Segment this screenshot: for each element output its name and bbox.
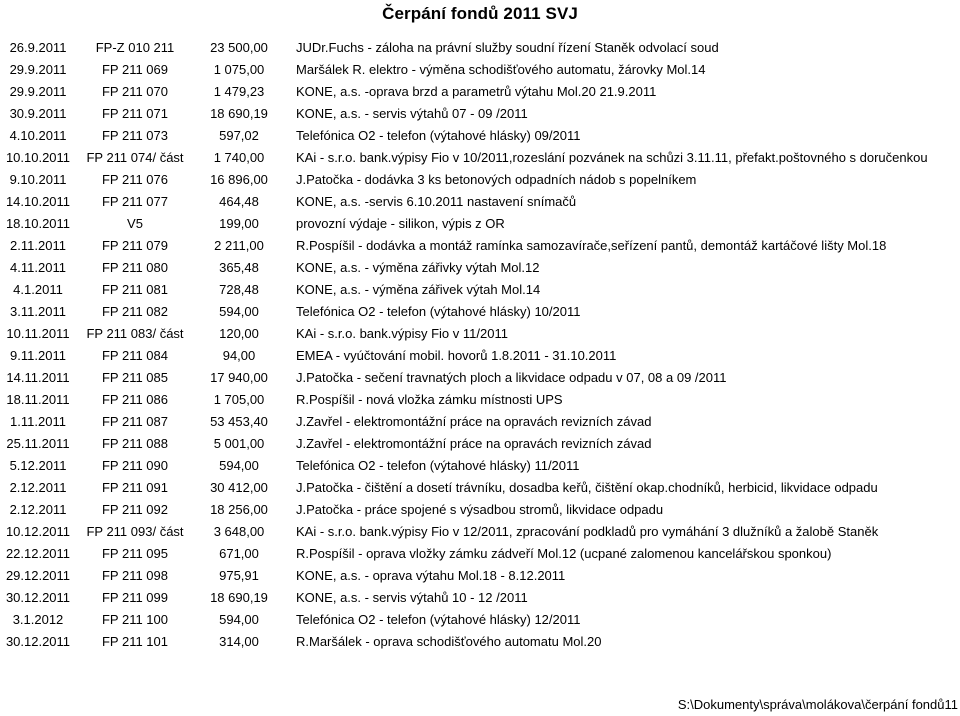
invoice-cell: FP 211 084 — [101, 348, 168, 363]
date-cell: 18.11.2011 — [6, 392, 70, 407]
invoice-cell: FP 211 073 — [101, 128, 168, 143]
expense-list — [0, 37, 960, 653]
description-cell: KAi - s.r.o. bank.výpisy Fio v 10/2011,rozeslání pozvánek na schůzi 3.11.11, přefakt.poštovného s doručenkou — [296, 150, 928, 165]
invoice-cell: FP 211 071 — [101, 106, 168, 121]
expense-row — [0, 125, 960, 147]
description-cell: KONE, a.s. - výměna zářivky výtah Mol.12 — [296, 260, 540, 275]
expense-row — [0, 147, 960, 169]
date-cell: 10.10.2011 — [5, 150, 71, 165]
expense-row — [0, 59, 960, 81]
amount-cell: 5 001,00 — [213, 436, 265, 451]
invoice-cell: FP 211 100 — [101, 612, 168, 627]
amount-cell: 17 940,00 — [210, 370, 268, 385]
invoice-cell: FP 211 076 — [101, 172, 168, 187]
date-cell: 9.11.2011 — [10, 348, 66, 363]
expense-row — [0, 389, 960, 411]
description-cell: J.Zavřel - elektromontážní práce na opravách revizních závad — [296, 436, 652, 451]
date-cell: 4.10.2011 — [9, 128, 67, 143]
invoice-cell: FP 211 098 — [101, 568, 168, 583]
expense-row — [0, 455, 960, 477]
expense-row — [0, 81, 960, 103]
date-cell: 30.12.2011 — [5, 590, 71, 605]
invoice-cell: FP 211 079 — [101, 238, 168, 253]
invoice-cell: FP 211 090 — [101, 458, 168, 473]
amount-cell: 1 740,00 — [213, 150, 265, 165]
description-cell: KONE, a.s. -oprava brzd a parametrů výtahu Mol.20 21.9.2011 — [296, 84, 657, 99]
amount-cell: 2 211,00 — [214, 238, 264, 253]
amount-cell: 18 690,19 — [210, 106, 268, 121]
invoice-cell: FP 211 092 — [101, 502, 168, 517]
description-cell: provozní výdaje - silikon, výpis z OR — [296, 216, 505, 231]
invoice-cell: FP 211 093/ část — [86, 524, 184, 539]
description-cell: J.Patočka - dodávka 3 ks betonových odpadních nádob s popelníkem — [296, 172, 697, 187]
invoice-cell: FP 211 091 — [101, 480, 168, 495]
description-cell: KONE, a.s. - servis výtahů 07 - 09 /2011 — [296, 106, 528, 121]
expense-row — [0, 301, 960, 323]
expense-row — [0, 367, 960, 389]
expense-row — [0, 103, 960, 125]
expense-row — [0, 631, 960, 653]
description-cell: J.Patočka - sečení travnatých ploch a likvidace odpadu v 07, 08 a 09 /2011 — [296, 370, 727, 385]
date-cell: 14.11.2011 — [6, 370, 70, 385]
description-cell: Maršálek R. elektro - výměna schodišťového automatu, žárovky Mol.14 — [296, 62, 706, 77]
description-cell: R.Pospíšil - dodávka a montáž ramínka samozavírače,seřízení pantů, demontáž kartáčové lišty Mol.18 — [296, 238, 887, 253]
amount-cell: 16 896,00 — [210, 172, 268, 187]
page-title: Čerpání fondů 2011 SVJ — [382, 4, 578, 23]
date-cell: 1.11.2011 — [10, 414, 66, 429]
invoice-cell: FP 211 074/ část — [86, 150, 184, 165]
amount-cell: 594,00 — [219, 304, 259, 319]
file-path-footer: S:\Dokumenty\správa\molákova\čerpání fondů11 — [677, 697, 958, 712]
description-cell: J.Patočka - práce spojené s výsadbou stromů, likvidace odpadu — [296, 502, 664, 517]
expense-row — [0, 213, 960, 235]
invoice-cell: FP 211 077 — [101, 194, 168, 209]
expense-row — [0, 521, 960, 543]
expense-row — [0, 279, 960, 301]
invoice-cell: FP 211 086 — [101, 392, 168, 407]
invoice-cell: FP 211 070 — [101, 84, 168, 99]
date-cell: 10.12.2011 — [5, 524, 71, 539]
invoice-cell: FP 211 099 — [101, 590, 168, 605]
amount-cell: 314,00 — [219, 634, 259, 649]
description-cell: KONE, a.s. - servis výtahů 10 - 12 /2011 — [296, 590, 528, 605]
expense-row — [0, 543, 960, 565]
description-cell: R.Pospíšil - oprava vložky zámku zádveří Mol.12 (ucpané zalomenou kancelářskou sponkou) — [296, 546, 832, 561]
date-cell: 2.11.2011 — [10, 238, 66, 253]
description-cell: Telefónica O2 - telefon (výtahové hlásky) 09/2011 — [296, 128, 581, 143]
date-cell: 25.11.2011 — [6, 436, 70, 451]
amount-cell: 594,00 — [219, 458, 259, 473]
expense-row — [0, 587, 960, 609]
amount-cell: 597,02 — [219, 128, 259, 143]
description-cell: J.Patočka - čištění a dosetí trávníku, dosadba keřů, čištění okap.chodníků, herbicid, likvidace odpadu — [296, 480, 878, 495]
expense-row — [0, 411, 960, 433]
expense-row — [0, 257, 960, 279]
invoice-cell: FP 211 069 — [101, 62, 168, 77]
invoice-cell: FP 211 095 — [101, 546, 168, 561]
date-cell: 3.11.2011 — [10, 304, 66, 319]
amount-cell: 464,48 — [219, 194, 259, 209]
date-cell: 2.12.2011 — [9, 502, 67, 517]
date-cell: 3.1.2012 — [12, 612, 64, 627]
description-cell: KONE, a.s. - výměna zářivek výtah Mol.14 — [296, 282, 541, 297]
amount-cell: 120,00 — [219, 326, 259, 341]
description-cell: R.Maršálek - oprava schodišťového automatu Mol.20 — [296, 634, 602, 649]
date-cell: 29.9.2011 — [9, 84, 67, 99]
invoice-cell: V5 — [127, 216, 143, 231]
description-cell: Telefónica O2 - telefon (výtahové hlásky) 11/2011 — [296, 458, 580, 473]
amount-cell: 728,48 — [219, 282, 259, 297]
description-cell: KONE, a.s. - oprava výtahu Mol.18 - 8.12.2011 — [296, 568, 566, 583]
amount-cell: 594,00 — [219, 612, 259, 627]
date-cell: 4.1.2011 — [13, 282, 63, 297]
amount-cell: 1 479,23 — [213, 84, 265, 99]
date-cell: 26.9.2011 — [9, 40, 67, 55]
invoice-cell: FP 211 085 — [101, 370, 168, 385]
expense-row — [0, 345, 960, 367]
expense-row — [0, 477, 960, 499]
description-cell: JUDr.Fuchs - záloha na právní služby soudní řízení Staněk odvolací soud — [296, 40, 719, 55]
date-cell: 22.12.2011 — [5, 546, 71, 561]
amount-cell: 671,00 — [219, 546, 259, 561]
expense-row — [0, 433, 960, 455]
description-cell: R.Pospíšil - nová vložka zámku místnosti UPS — [296, 392, 563, 407]
date-cell: 14.10.2011 — [5, 194, 71, 209]
date-cell: 29.9.2011 — [9, 62, 67, 77]
description-cell: KAi - s.r.o. bank.výpisy Fio v 12/2011, zpracování podkladů pro vymáhání 3 dlužníků a žalobě Staněk — [296, 524, 879, 539]
invoice-cell: FP 211 083/ část — [86, 326, 184, 341]
amount-cell: 23 500,00 — [210, 40, 268, 55]
invoice-cell: FP 211 081 — [101, 282, 168, 297]
amount-cell: 18 690,19 — [210, 590, 268, 605]
description-cell: KAi - s.r.o. bank.výpisy Fio v 11/2011 — [296, 326, 508, 341]
expense-row — [0, 169, 960, 191]
invoice-cell: FP 211 101 — [101, 634, 168, 649]
date-cell: 2.12.2011 — [9, 480, 67, 495]
amount-cell: 3 648,00 — [213, 524, 265, 539]
invoice-cell: FP 211 082 — [101, 304, 168, 319]
amount-cell: 30 412,00 — [210, 480, 268, 495]
invoice-cell: FP-Z 010 211 — [95, 40, 175, 55]
date-cell: 10.11.2011 — [6, 326, 70, 341]
date-cell: 4.11.2011 — [10, 260, 66, 275]
expense-row — [0, 191, 960, 213]
expense-row — [0, 499, 960, 521]
invoice-cell: FP 211 088 — [101, 436, 168, 451]
amount-cell: 53 453,40 — [210, 414, 268, 429]
amount-cell: 975,91 — [219, 568, 259, 583]
date-cell: 5.12.2011 — [9, 458, 67, 473]
amount-cell: 199,00 — [219, 216, 259, 231]
expense-row — [0, 37, 960, 59]
expense-row — [0, 235, 960, 257]
expense-row — [0, 565, 960, 587]
amount-cell: 365,48 — [219, 260, 259, 275]
invoice-cell: FP 211 087 — [101, 414, 168, 429]
amount-cell: 18 256,00 — [210, 502, 268, 517]
description-cell: KONE, a.s. -servis 6.10.2011 nastavení snímačů — [296, 194, 577, 209]
date-cell: 9.10.2011 — [9, 172, 67, 187]
date-cell: 29.12.2011 — [5, 568, 71, 583]
description-cell: Telefónica O2 - telefon (výtahové hlásky) 12/2011 — [296, 612, 581, 627]
amount-cell: 1 705,00 — [213, 392, 265, 407]
expense-row — [0, 609, 960, 631]
description-cell: EMEA - vyúčtování mobil. hovorů 1.8.2011 - 31.10.2011 — [296, 348, 617, 363]
date-cell: 30.12.2011 — [5, 634, 71, 649]
amount-cell: 1 075,00 — [213, 62, 265, 77]
invoice-cell: FP 211 080 — [101, 260, 168, 275]
date-cell: 18.10.2011 — [5, 216, 71, 231]
description-cell: Telefónica O2 - telefon (výtahové hlásky) 10/2011 — [296, 304, 581, 319]
expense-row — [0, 323, 960, 345]
amount-cell: 94,00 — [222, 348, 256, 363]
description-cell: J.Zavřel - elektromontážní práce na opravách revizních závad — [296, 414, 652, 429]
date-cell: 30.9.2011 — [9, 106, 67, 121]
